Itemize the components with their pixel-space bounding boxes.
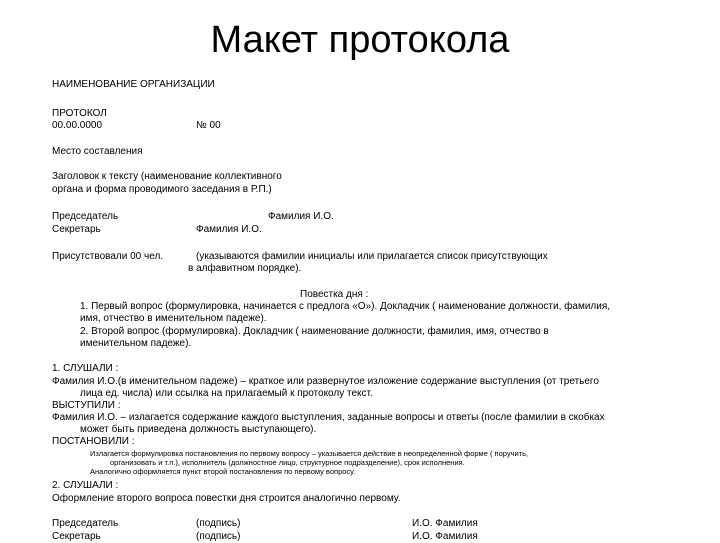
spoke-text-line-2: может быть приведена должность выступающего). xyxy=(80,424,317,435)
protocol-label: ПРОТОКОЛ xyxy=(52,108,107,119)
place-of-drafting: Место составления xyxy=(52,146,143,157)
signature-chair-name: И.О. Фамилия xyxy=(412,518,478,529)
secretary-name: Фамилия И.О. xyxy=(196,224,262,235)
protocol-date: 00.00.0000 xyxy=(52,120,103,131)
agenda-item-2-line-2: именительном падеже). xyxy=(80,338,192,349)
agenda-item-2-line-1: 2. Второй вопрос (формулировка). Докладчик ( наименование должности, фамилия, имя, отчество в xyxy=(80,326,549,337)
heading-line-1: Заголовок к тексту (наименование коллективного xyxy=(52,171,282,182)
present-count: Присутствовали 00 чел. xyxy=(52,251,164,262)
agenda-item-1-line-1: 1. Первый вопрос (формулировка, начинается с предлога «О»). Докладчик ( наименование должности, фамилия, xyxy=(80,301,611,312)
spoke-text-line-1: Фамилия И.О. – излагается содержание каждого выступления, заданные вопросы и ответы (после фамилии в скобках xyxy=(52,412,605,423)
listened-2-heading: 2. СЛУШАЛИ : xyxy=(52,480,119,491)
chair-name: Фамилия И.О. xyxy=(268,211,334,222)
listened-1-text-line-2: лица ед. числа) или ссылка на прилагаемый к протоколу текст. xyxy=(80,388,373,399)
slide-title: Макет протокола xyxy=(210,19,510,61)
chair-label: Председатель xyxy=(52,211,119,222)
signature-secretary-name: И.О. Фамилия xyxy=(412,531,478,542)
listened-2-text: Оформление второго вопроса повестки дня строится аналогично первому. xyxy=(52,493,401,504)
signature-chair-sign: (подпись) xyxy=(196,518,241,529)
signature-secretary-label: Секретарь xyxy=(52,531,101,542)
spoke-heading: ВЫСТУПИЛИ : xyxy=(52,400,121,411)
org-name: НАИМЕНОВАНИЕ ОРГАНИЗАЦИИ xyxy=(52,79,215,90)
agenda-heading: Повестка дня : xyxy=(300,289,369,300)
decided-text-line-3: Аналогично оформляется пункт второй постановления по первому вопросу. xyxy=(90,467,356,476)
signature-secretary-sign: (подпись) xyxy=(196,531,241,542)
listened-1-heading: 1. СЛУШАЛИ : xyxy=(52,363,119,374)
present-note-line-2: в алфавитном порядке). xyxy=(188,263,302,274)
decided-text-line-1: Излагается формулировка постановления по первому вопросу – указывается действие в неопределенной форме ( поручить, xyxy=(90,449,529,458)
decided-text-line-2: организовать и т.п.), исполнитель (должностное лицо, структурное подразделение), срок исполнения. xyxy=(110,458,465,467)
secretary-label: Секретарь xyxy=(52,224,101,235)
heading-line-2: органа и форма проводимого заседания в Р.П.) xyxy=(52,184,272,195)
present-note-line-1: (указываются фамилии инициалы или прилагается список присутствующих xyxy=(196,251,548,262)
protocol-number: № 00 xyxy=(196,120,221,131)
agenda-item-1-line-2: имя, отчество в именительном падеже). xyxy=(80,313,267,324)
signature-chair-label: Председатель xyxy=(52,518,119,529)
decided-heading: ПОСТАНОВИЛИ : xyxy=(52,436,135,447)
listened-1-text-line-1: Фамилия И.О.(в именительном падеже) – краткое или развернутое изложение содержание выступления (от третьего xyxy=(52,376,599,387)
